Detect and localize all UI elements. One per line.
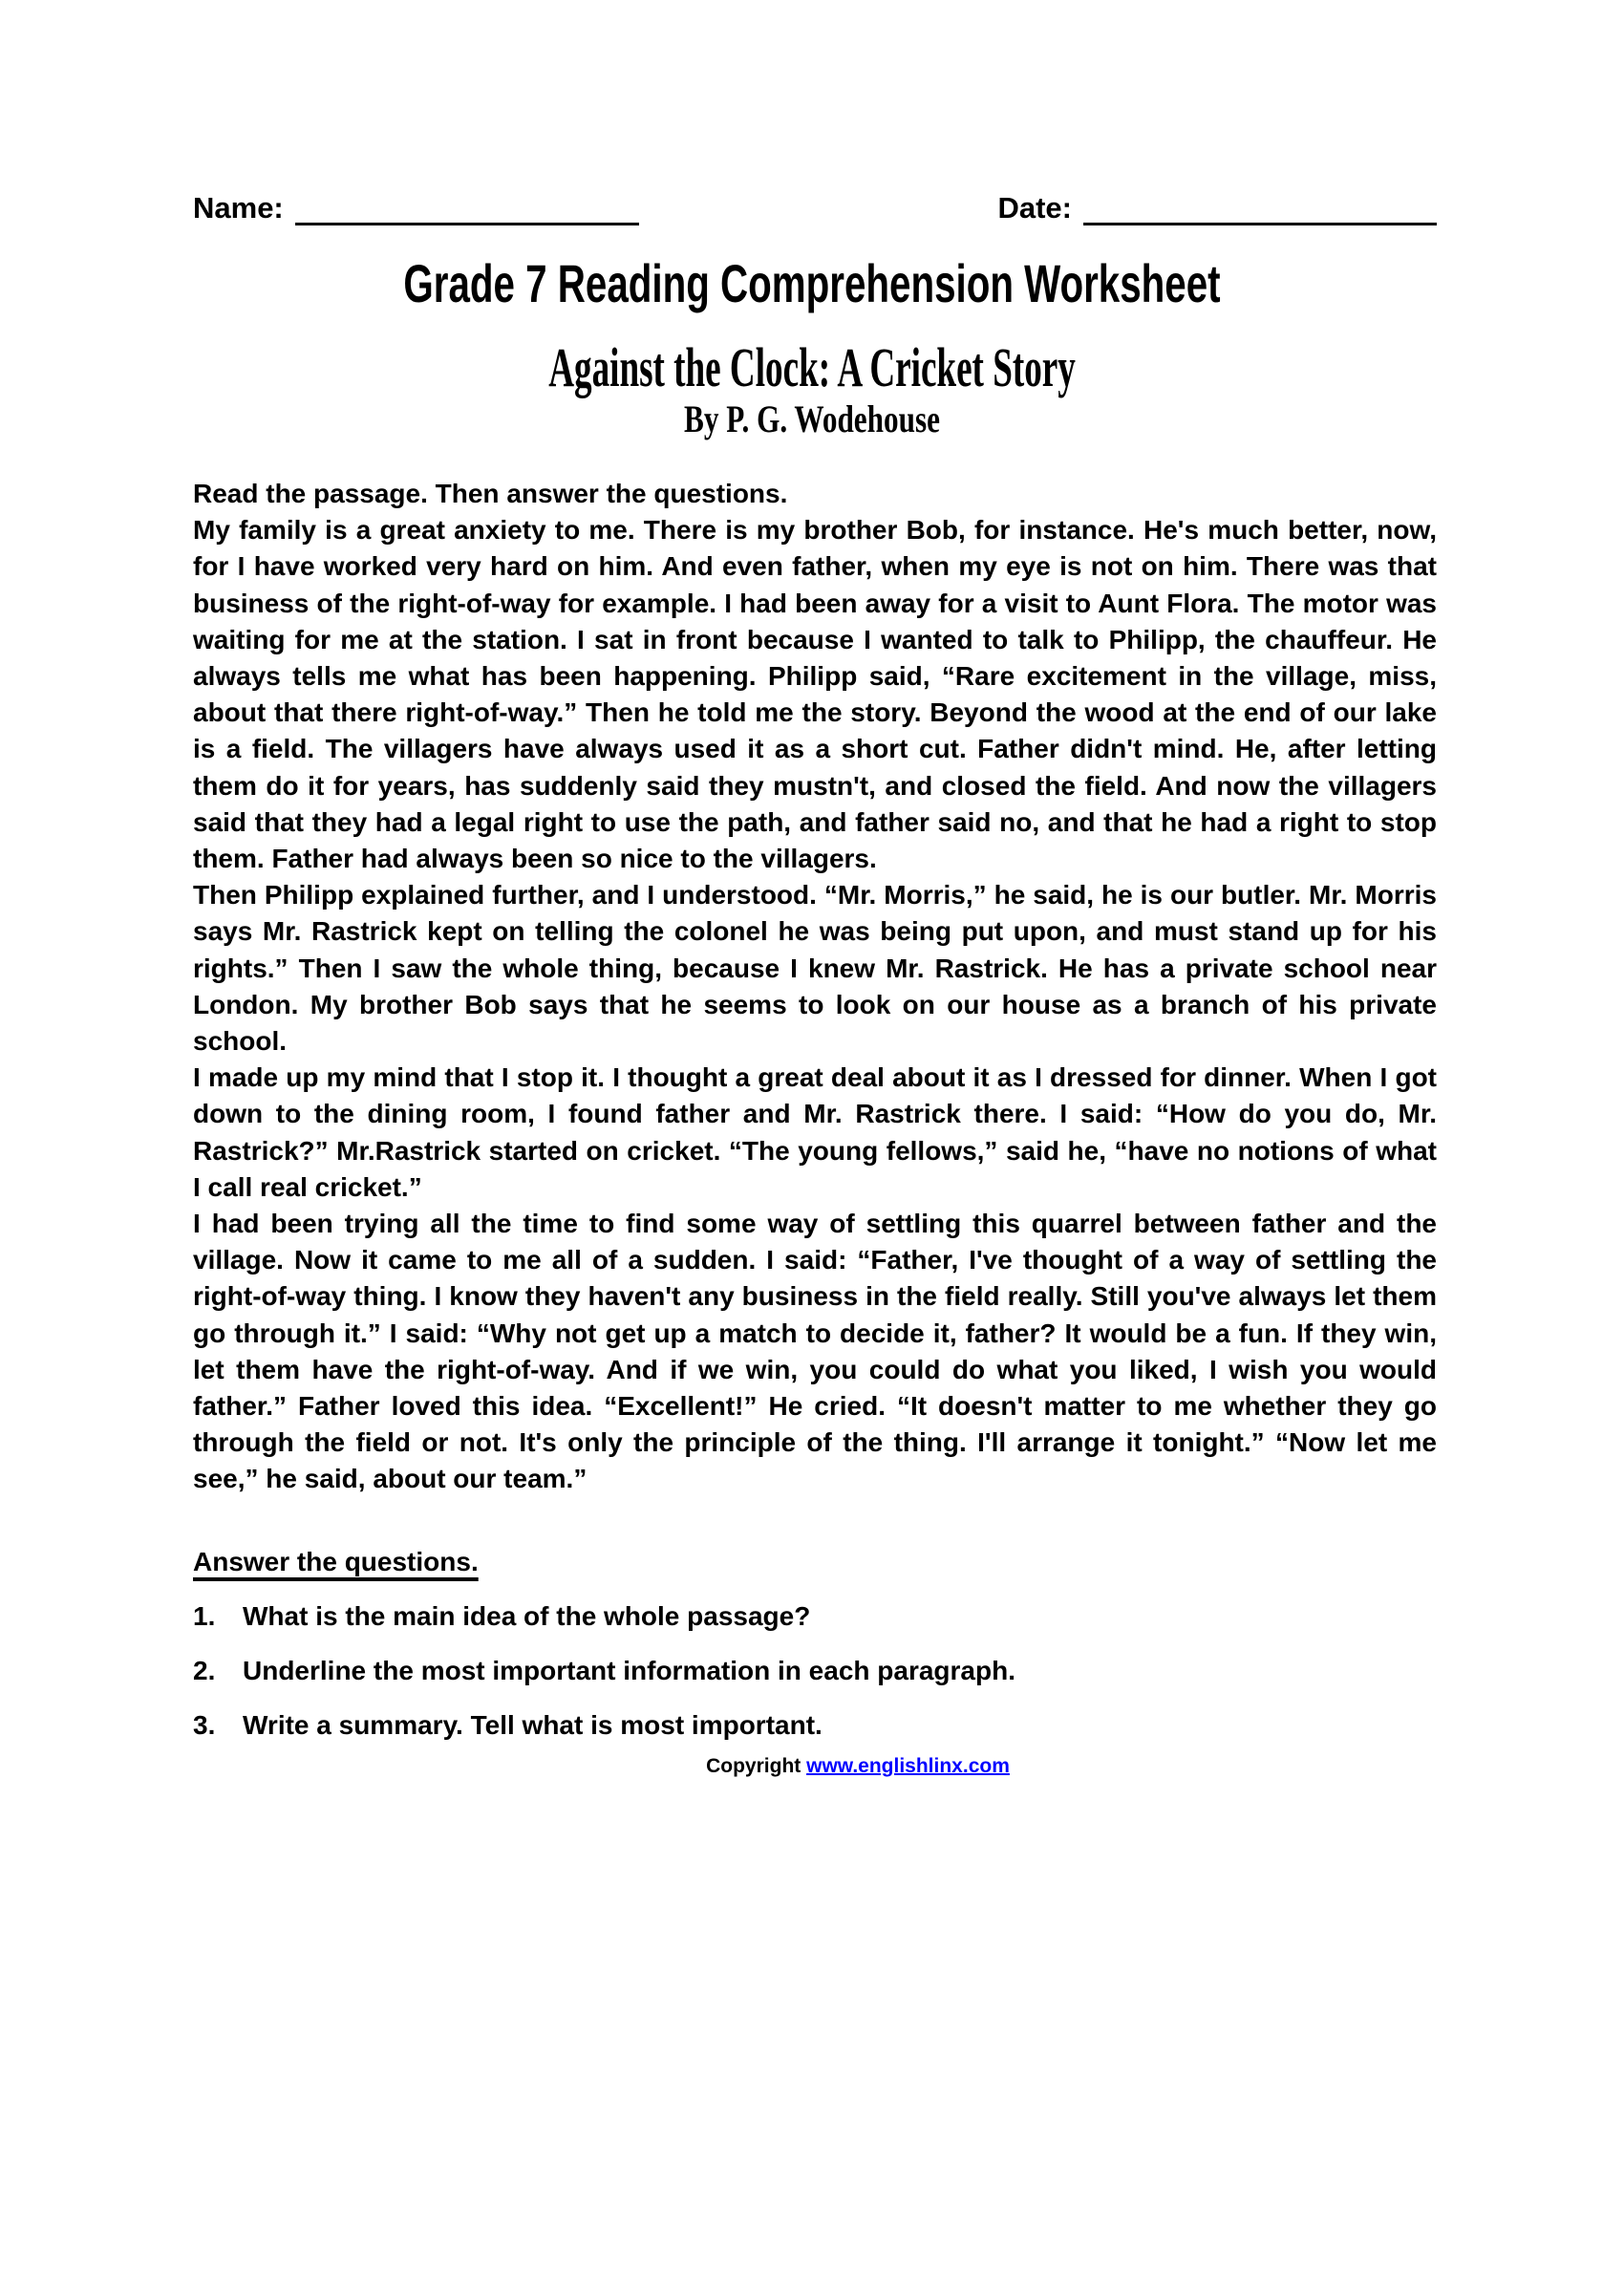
- copyright-label: Copyright: [706, 1754, 801, 1777]
- name-field: [193, 191, 639, 225]
- story-title: Against the Clock: A Cricket Story: [548, 336, 1076, 398]
- question-text: Underline the most important information in each paragraph.: [243, 1656, 1015, 1686]
- passage-paragraph-3: I made up my mind that I stop it. I thought a great deal about it as I dressed for dinner. When I got down to the dining room, I found father and Mr. Rastrick there. I said: “How do you do, Mr. Rastrick?” Mr.Rastrick started on cricket. “The young fellows,” said he, “have no notions of what I call real cricket.”: [193, 1062, 1437, 1202]
- question-row: [193, 1707, 1437, 1744]
- question-number: 3.: [193, 1710, 216, 1741]
- header-row: [193, 191, 1437, 225]
- question-number: 2.: [193, 1656, 216, 1686]
- question-text: What is the main idea of the whole passage?: [243, 1600, 811, 1631]
- passage-paragraph-4: I had been trying all the time to find some way of settling this quarrel between father and the village. Now it came to me all of a sudden. I said: “Father, I've thought of a way of settling the right-of-way thing. I know they haven't any business in the field really. Still you've always let them go through it.” I said: “Why not get up a match to decide it, father? It would be a fun. If they win, let them have the right-of-way. And if we win, you could do what you liked, I wish you would father.” Father loved this idea. “Excellent!” He cried. “It doesn't matter to me whether they go through the field or not. It's only the principle of the thing. I'll arrange it tonight.” “Now let me see,” he said, about our team.”: [193, 1209, 1437, 1494]
- name-blank-line: [295, 193, 639, 225]
- questions-section: [193, 1544, 1437, 1745]
- questions-heading: [193, 1544, 1437, 1580]
- copyright-link[interactable]: www.englishlinx.com: [806, 1754, 1010, 1777]
- story-byline: By P. G. Wodehouse: [684, 397, 940, 440]
- worksheet-page: [0, 191, 1624, 2293]
- passage-paragraph-2: Then Philipp explained further, and I understood. “Mr. Morris,” he said, he is our butler. Mr. Morris says Mr. Rastrick kept on telling the colonel he was being put upon, and must stand up for his rights.” Then I saw the whole thing, because I knew Mr. Rastrick. He has a private school near London. My brother Bob says that he seems to look on our house as a branch of his private school.: [193, 880, 1437, 1057]
- questions-heading-text: Answer the questions.: [193, 1546, 479, 1576]
- passage-section: [193, 476, 1437, 1498]
- date-field: [997, 191, 1437, 225]
- question-number: 1.: [193, 1600, 216, 1631]
- date-blank-line: [1083, 193, 1437, 225]
- passage-instructions: Read the passage. Then answer the questions.: [193, 479, 788, 508]
- question-row: [193, 1598, 1437, 1635]
- passage-paragraph-1: My family is a great anxiety to me. There is my brother Bob, for instance. He's much better, now, for I have worked very hard on him. And even father, when my eye is not on him. There was that business of the right-of-way for example. I had been away for a visit to Aunt Flora. The motor was waiting for me at the station. I sat in front because I wanted to talk to Philipp, the chauffeur. He always tells me what has been happening. Philipp said, “Rare excitement in the village, miss, about that there right-of-way.” Then he told me the story. Beyond the wood at the end of our lake is a field. The villagers have always used it as a short cut. Father didn't mind. He, after letting them do it for years, has suddenly said they mustn't, and closed the field. And now the villagers said that they had a legal right to use the path, and father said no, and that he had a right to stop them. Father had always been so nice to the villagers.: [193, 515, 1437, 874]
- question-row: [193, 1653, 1437, 1689]
- name-label: Name:: [193, 191, 284, 225]
- worksheet-title: Grade 7 Reading Comprehension Worksheet: [403, 253, 1221, 313]
- date-label: Date:: [997, 191, 1072, 225]
- question-text: Write a summary. Tell what is most important.: [243, 1710, 823, 1741]
- footer: [193, 1754, 1437, 1779]
